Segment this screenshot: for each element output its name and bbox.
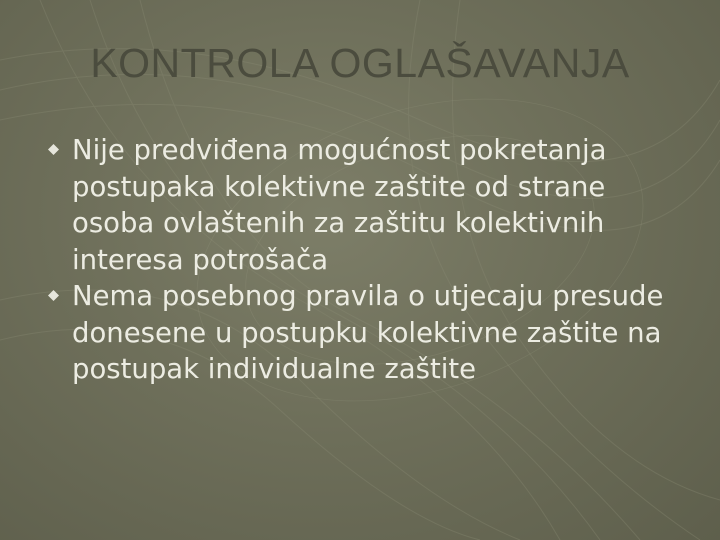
bullet-list: [48, 132, 688, 388]
bullet-item: [48, 278, 688, 388]
bullet-text: Nije predviđena mogućnost pokretanja postupaka kolektivne zaštite od strane osoba ovlaštenih za zaštitu kolektivnih interesa potrošača: [72, 134, 607, 276]
slide-title: KONTROLA OGLAŠAVANJA: [90, 40, 630, 86]
bullet-item: [48, 132, 688, 278]
diamond-bullet-icon: [48, 290, 59, 301]
bullet-text: Nema posebnog pravila o utjecaju presude donesene u postupku kolektivne zaštite na postupak individualne zaštite: [72, 280, 664, 385]
diamond-bullet-icon: [48, 144, 59, 155]
